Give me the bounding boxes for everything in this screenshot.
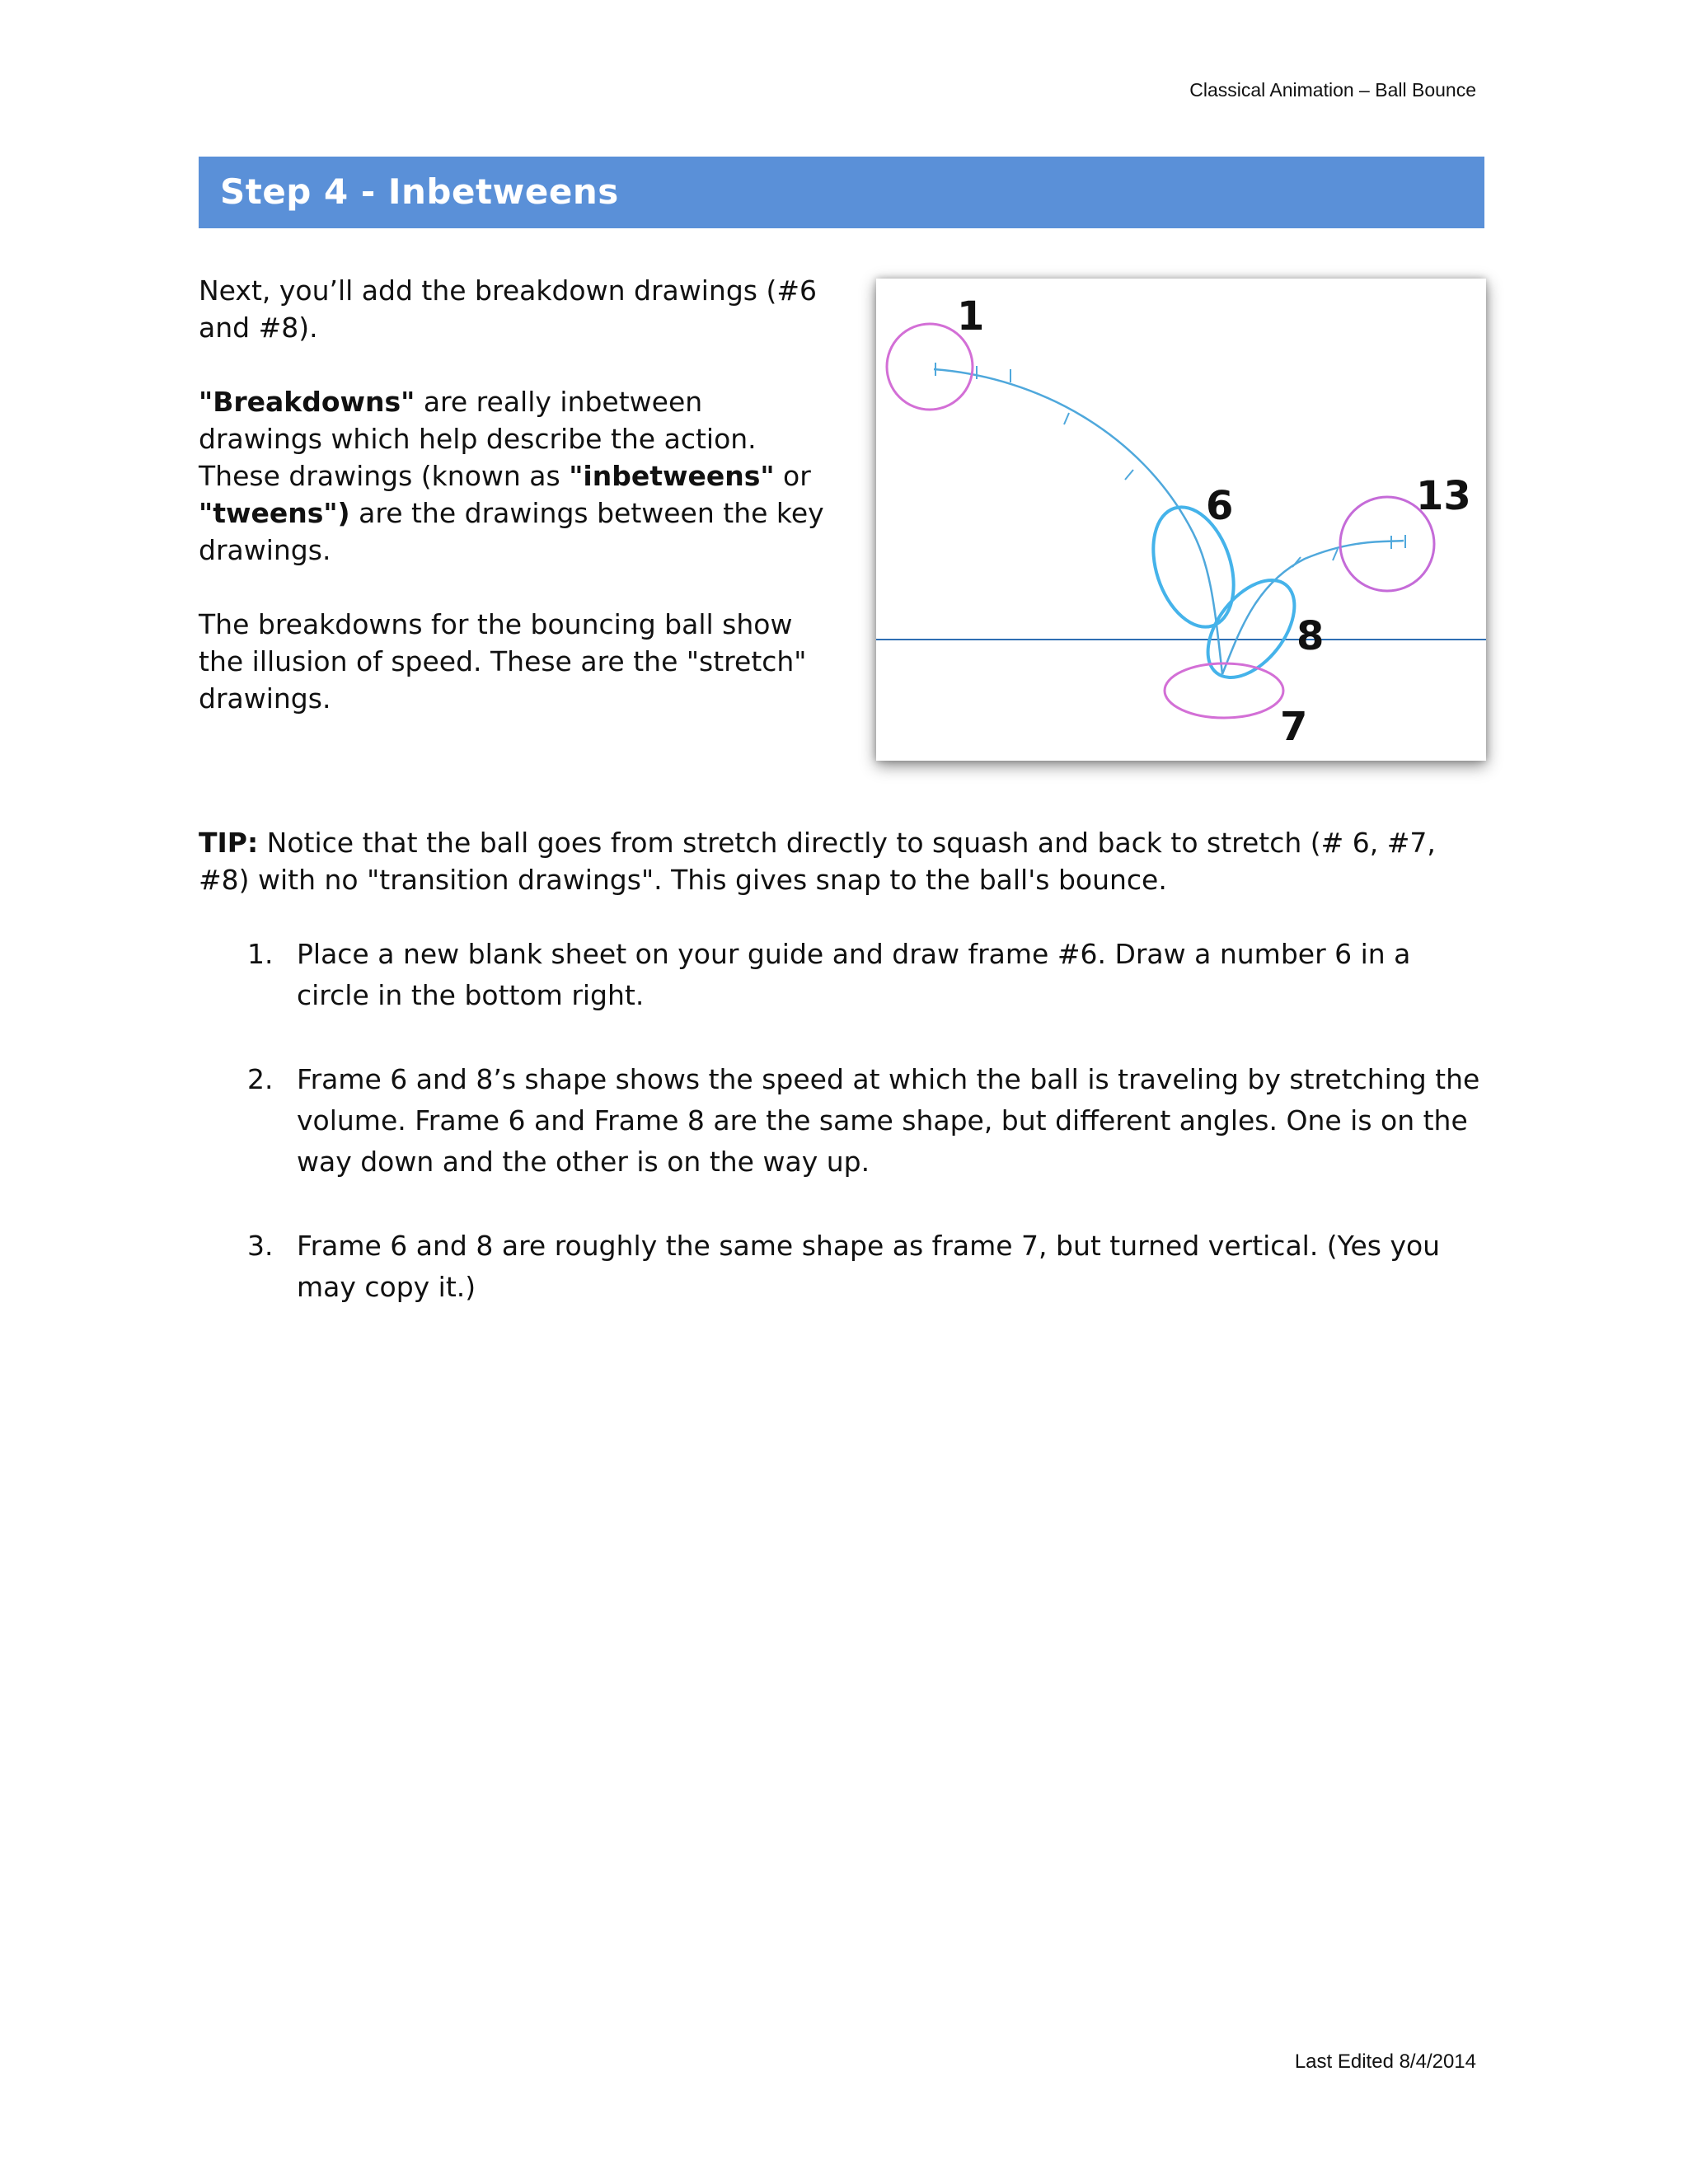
tip-paragraph <box>199 824 1493 898</box>
steps-list <box>247 934 1484 1351</box>
tip-label: TIP: <box>199 827 259 859</box>
list-item <box>247 1226 1484 1308</box>
step-text: Frame 6 and 8 are roughly the same shape as frame 7, but turned vertical. (Yes you may copy it.) <box>297 1230 1441 1303</box>
tip-text: Notice that the ball goes from stretch directly to squash and back to stretch (# 6, #7, #8) with no "transition drawings". This gives snap to the ball's bounce. <box>199 827 1436 896</box>
label-frame-8: 8 <box>1296 613 1325 659</box>
label-frame-7: 7 <box>1280 704 1308 750</box>
bounce-diagram <box>876 279 1486 761</box>
intro-p2-text-a: are really inbetween drawings which help describe the action. These drawings (known as <box>199 386 757 492</box>
label-frame-6: 6 <box>1206 483 1234 529</box>
step-number: 2. <box>247 1063 274 1095</box>
list-item <box>247 934 1484 1016</box>
intro-paragraph-1: Next, you’ll add the breakdown drawings (#6 and #8). <box>199 274 817 344</box>
running-header: Classical Animation – Ball Bounce <box>1189 79 1476 101</box>
arc-path-down <box>934 369 1222 674</box>
step-text: Frame 6 and 8’s shape shows the speed at which the ball is traveling by stretching the volume. Frame 6 and Frame 8 are the same shape, but different angles. One is on the way down and the other is on the way up. <box>297 1063 1480 1178</box>
intro-paragraph-2 <box>199 383 833 569</box>
section-banner <box>199 157 1484 228</box>
intro-p2-text-b: or <box>774 460 811 492</box>
list-item <box>247 1059 1484 1183</box>
section-title: Step 4 - Inbetweens <box>220 171 619 212</box>
term-breakdowns: "Breakdowns" <box>199 386 415 418</box>
intro-p2-text-c: are the drawings between the key drawings. <box>199 497 824 566</box>
label-frame-1: 1 <box>957 293 985 340</box>
bounce-diagram-svg <box>876 279 1486 761</box>
intro-paragraph-3: The breakdowns for the bouncing ball show the illusion of speed. These are the "stretch" drawings. <box>199 608 807 715</box>
step-number: 3. <box>247 1230 274 1262</box>
spacing-ticks <box>935 363 1405 567</box>
intro-text <box>199 272 833 754</box>
term-tweens: "tweens") <box>199 497 350 529</box>
label-frame-13: 13 <box>1416 473 1471 519</box>
term-inbetweens: "inbetweens" <box>569 460 775 492</box>
ball-frame-8 <box>1191 565 1312 693</box>
last-edited-footer: Last Edited 8/4/2014 <box>1294 2050 1476 2073</box>
step-number: 1. <box>247 938 274 970</box>
step-text: Place a new blank sheet on your guide and draw frame #6. Draw a number 6 in a circle in the bottom right. <box>297 938 1411 1011</box>
